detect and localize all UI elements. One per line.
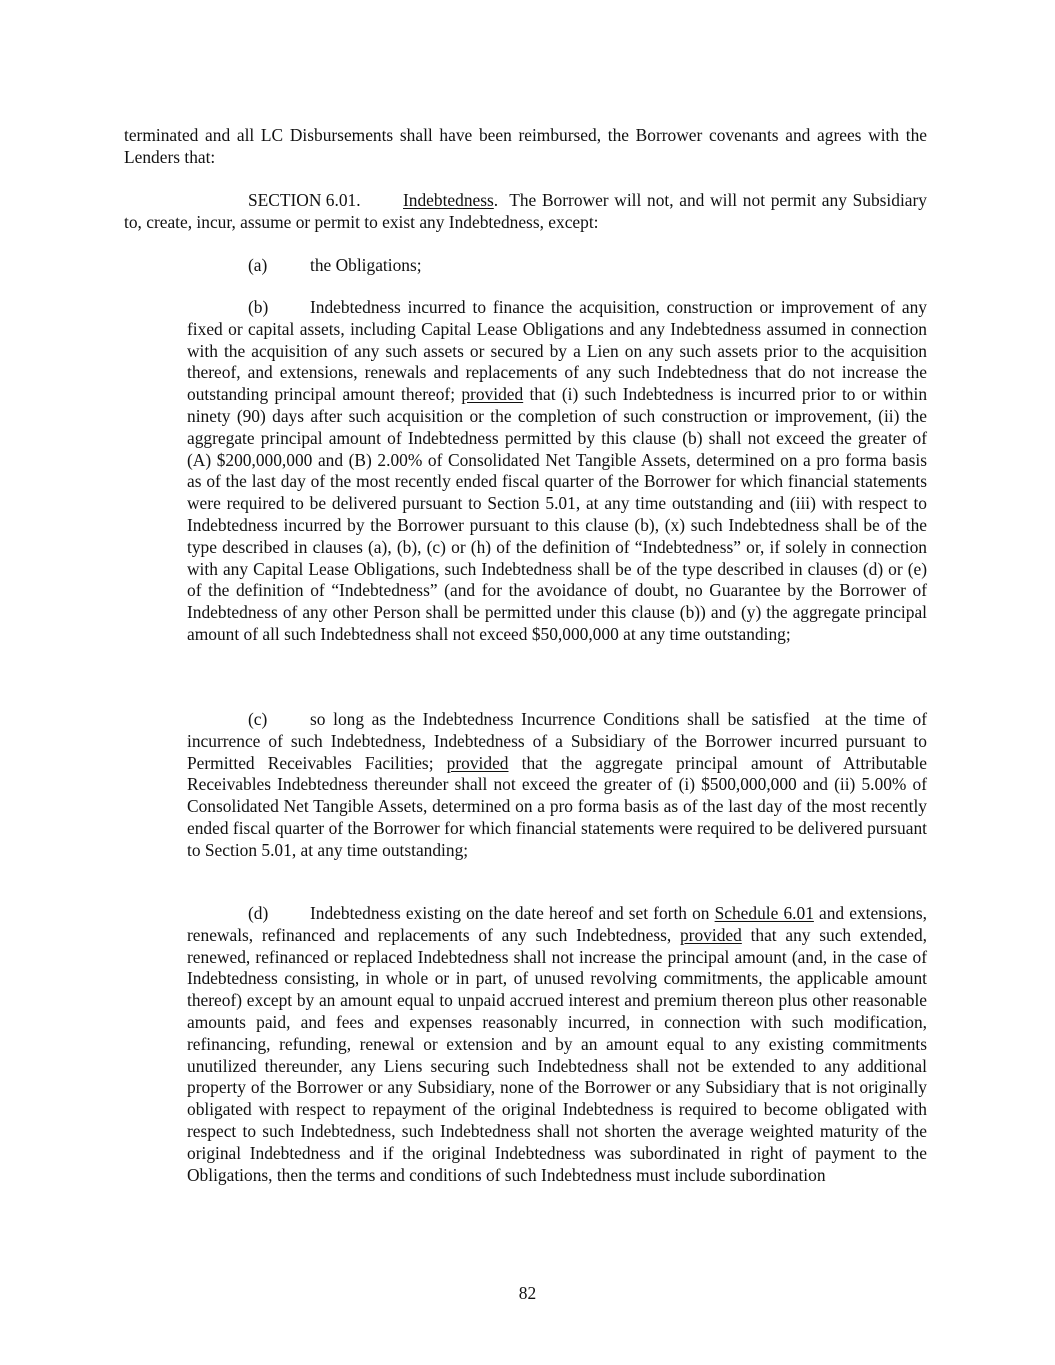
- clause-text: Indebtedness incurred to finance the acquisition, construction or improvement of any fixed or capital assets, including Capital Lease Obligations and any Indebtedness assumed in connection with the acquisition of any such assets or secured by a Lien on any such assets prior to the acquisition thereof, and extensions, renewals and replacements of any such Indebtedness that do not increase the outstanding principal amount thereof;: [187, 297, 927, 405]
- clause-label: (d): [248, 903, 269, 923]
- clause-label: (b): [248, 297, 269, 317]
- provided-term: provided: [446, 752, 509, 773]
- clause-b: [187, 297, 927, 646]
- schedule-reference: Schedule 6.01: [714, 903, 814, 923]
- clause-text: Indebtedness existing on the date hereof and set forth on: [310, 903, 715, 923]
- clause-text: so long as the Indebtedness Incurrence Conditions shall be satisfied at the time of incurrence of such Indebtedness, Indebtedness of a Subsidiary of the Borrower incurred pursuant to Permitted Receivables Facilities;: [187, 709, 932, 773]
- clause-text: that (i) such Indebtedness is incurred prior to or within ninety (90) days after such acquisition or the completion of such construction or improvement, (ii) the aggregate principal amount of Indebtedness permitted by this clause (b) shall not exceed the greater of (A) $200,000,000 and (B) 2.00% of Consolidated Net Tangible Assets, determined on a pro forma basis as of the last day of the most recently ended fiscal quarter of the Borrower for which financial statements were required to be delivered pursuant to Section 5.01, at any time outstanding and (iii) with respect to Indebtedness incurred by the Borrower pursuant to this clause (b), (x) such Indebtedness shall be of the type described in clauses (a), (b), (c) or (h) of the definition of “Indebtedness” or, if solely in connection with any Capital Lease Obligations, such Indebtedness shall be of the type described in clauses (d) or (e) of the definition of “Indebtedness” (and for the avoidance of doubt, no Guarantee by the Borrower of Indebtedness of any other Person shall be permitted under this clause (b)) and (y) the aggregate principal amount of all such Indebtedness shall not exceed $50,000,000 at any time outstanding;: [187, 384, 928, 644]
- clause-a: [187, 255, 927, 277]
- section-title-punctuation: .: [493, 190, 499, 210]
- clause-text: that the aggregate principal amount of Attributable Receivables Indebtedness thereunder shall not exceed the greater of (i) $500,000,000 and (ii) 5.00% of Consolidated Net Tangible Assets, determined on a pro forma basis as of the last day of the most recently ended fiscal quarter of the Borrower for which financial statements were required to be delivered pursuant to Section 5.01, at any time outstanding;: [187, 752, 927, 860]
- clause-c: [187, 709, 932, 862]
- clause-label: (c): [248, 709, 268, 729]
- clause-text: that any such extended, renewed, refinanced or replaced Indebtedness shall not increase the principal amount (and, in the case of Indebtedness consisting, in whole or in part, of unused revolving commitments, the applicable amount thereof) except by an amount equal to unpaid accrued interest and premium thereon plus other reasonable amounts paid, and fees and expenses reasonably incurred, in connection with such modification, refinancing, refunding, renewal or extension and by an amount equal to any existing commitments unutilized thereunder, any Liens securing such Indebtedness shall not be extended to any additional property of the Borrower or any Subsidiary, none of the Borrower or any Subsidiary that is not originally obligated with respect to repayment of the original Indebtedness is required to become obligated with respect to such Indebtedness, such Indebtedness shall not shorten the average weighted maturity of the original Indebtedness and if the original Indebtedness was subordinated in right of payment to the Obligations, then the terms and conditions of such Indebtedness must include subordination: [187, 924, 927, 1185]
- section-6-01-paragraph: [124, 190, 932, 234]
- provided-term: provided: [461, 384, 524, 405]
- section-title: Indebtedness: [403, 190, 494, 210]
- provided-term: provided: [679, 924, 742, 945]
- clause-d: [187, 903, 927, 1186]
- section-text: The Borrower will not, and will not permit any Subsidiary to, create, incur, assume or permit to exist any Indebtedness, except:: [124, 190, 932, 232]
- section-number: SECTION 6.01.: [248, 190, 361, 210]
- clause-text: and extensions, renewals, refinanced and replacements of any such Indebtedness,: [187, 903, 927, 945]
- intro-paragraph: terminated and all LC Disbursements shall have been reimbursed, the Borrower covenants and agrees with the Lenders that:: [124, 125, 927, 167]
- clause-text: the Obligations;: [310, 255, 422, 275]
- page-number: 82: [518, 1283, 537, 1303]
- clause-label: (a): [248, 255, 268, 275]
